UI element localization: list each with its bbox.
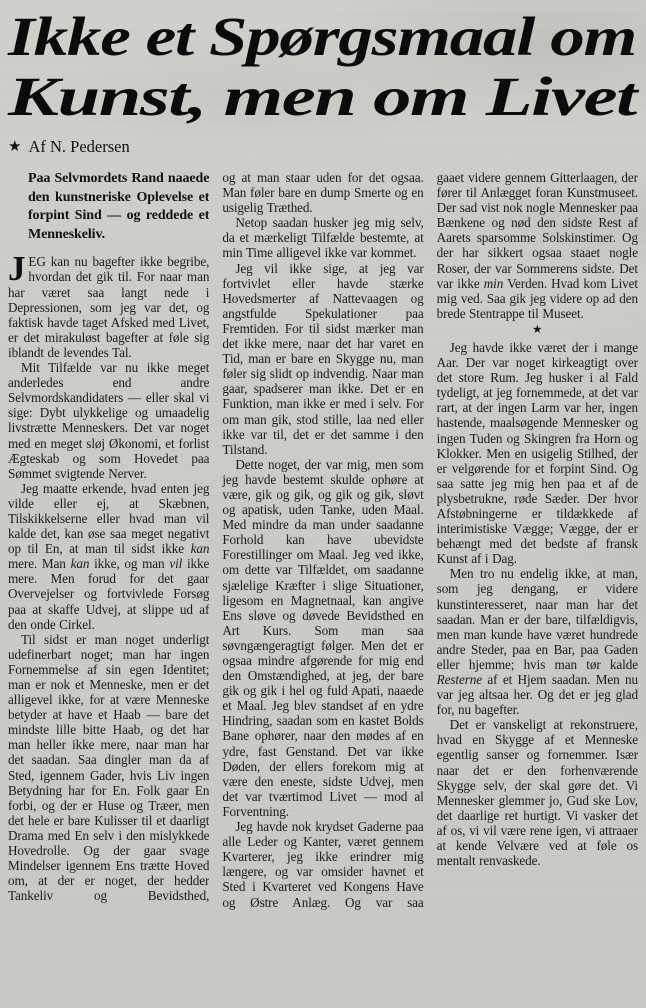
headline-row-2 — [8, 68, 638, 128]
body-paragraph: Netop saadan husker jeg mig selv, da et mærkeligt Tilfælde bestemte, at min Time alligevel ikke var kommet. — [222, 215, 424, 261]
body-paragraph: Jeg havde nok krydset Gaderne paa alle Leder og Kanter, været gennem Kvarterer, jeg ikke erindrer mig længere, og var omsider havnet et Sted i Kvarteret ved Kongens Have og Østre Anlæg. Og var saa — [222, 819, 424, 910]
body-paragraph: Mit Tilfælde var nu ikke meget anderledes end andre Selvmordskandidaters — eller skal vi sige: Dybt ulykkelige og umaadelig livstrætte Menneskers. Det var noget med en meget sløj Økonomi, et forlist Ægteskab og som Hovedet paa Sømmet svigtende Nerver. — [8, 360, 210, 481]
byline-author: Af N. Pedersen — [28, 137, 130, 156]
column-1 — [8, 170, 209, 1008]
body-paragraph: Det er vanskeligt at rekonstruere, hvad en Skygge af et Menneske egentlig sanser og fornemmer. Især naar det er den forhenværende Skygge selv, der skal gøre det. Vi Mennesker glemmer jo, Gud ske Lov, det daarlige ret hurtigt. Vi vasker det af os, vi vil være rene igen, vi attraaer at kende Velvære ved at føle os mentalt renvaskede. — [436, 717, 638, 869]
body-paragraph: JEG kan nu bagefter ikke begribe, hvordan det gik til. For naar man har været saa langt nede i Depressionen, som jeg var det, og faktisk havde taget Afsked med Livet, er det mirakuløst bagefter at føle sig iblandt de levendes Tal. — [8, 249, 210, 360]
body-paragraph: Jeg havde ikke været der i mange Aar. Der var noget kirkeagtigt over det store Rum. Jeg husker i al Fald tydeligt, at jeg fornemmede, at det var rart, at der ingen Larm var her, ingen hastende, maalsøgende Mennesker og ingen Tuden og Skingren fra Horn og Klokker. Men en usigelig Stilhed, der er velgørende for et forpint Sind. Og saa satte jeg mig hen paa et af de plysbetrukne, røde Sæder. Der hvor Afstøbningerne er tildækkede af interimistiske Vægge; Vægge, der er behængt med det bedste af fransk Kunst af i Dag. — [436, 339, 638, 567]
body-paragraph: og at man staar uden for det ogsaa. Man føler bare en dump Smerte og en usigelig Træthed. — [222, 170, 424, 216]
article-headline — [8, 8, 638, 128]
section-star-separator: ★ — [532, 323, 543, 336]
byline — [8, 137, 638, 157]
intro-paragraph: Paa Selvmordets Rand naaede den kunstneriske Oplevelse et forpint Sind — og reddede et Menneskeliv. — [28, 171, 210, 242]
body-paragraph: Jeg maatte erkende, hvad enten jeg vilde eller ej, at Skæbnen, Tilskikkelserne eller hvad man vil kalde det, kan øse saa meget negativt op til En, at man til sidst ikke kan mere. Man kan ikke, og man vil ikke mere. Men forud for det gaar Overvejelser og fortvivlede Forsøg paa at skaffe Udvej, at slippe ud af den onde Cirkel. — [8, 480, 210, 632]
body-paragraph: Jeg vil ikke sige, at jeg var fortvivlet eller havde stærke Hovedsmerter af Nattevaagen og angstfulde Spekulationer paa Fremtiden. For til sidst mærker man det ikke mere, naar det har varet en Tid, man er bare en Skygge nu, man føler sig slidt op indvendig. Naar man gaar, spadserer man ikke. Det er en Funktion, man ikke er med i selv. For om man gik, stod stille, laa ned eller ikke var til, det er det samme i den Tilstand. — [222, 260, 424, 457]
drop-cap: J — [8, 249, 26, 289]
body-paragraph: gaaet videre gennem Gitterlaagen, der fører til Anlægget foran Kunstmuseet. Der sad vist nok nogle Mennesker paa Bænkene og nød den sidste Rest af Aarets sparsomme Solskinstimer. Og der har sikkert ogsaa staaet nogle Roser, der var Sommerens sidste. Det var ikke min Verden. Hvad kom Livet mig ved. Saa gik jeg videre op ad den brede Stentrappe til Museet. — [436, 170, 638, 321]
article-body — [8, 170, 638, 1008]
body-paragraph: Til sidst er man noget underligt udefinerbart noget; man har ingen Fornemmelse af sin egen Identitet; man er nok et Menneske, men er det alligevel ikke, for at være Menneske betyder at have et Haab — bare det mindste lille bitte Haab, og det har man heller ikke mere, naar man har det saadan. Saa dingler man da af Sted, igennem Gader, hvis Liv ingen Betydning har for En. Folk gaar En forbi, og der er Huse og Træer, men det hele er bare Kulisser til et daarligt Drama med En selv i den mislykkede Hovedrolle. Og der gaar svage Mindelser igennem Ens trætte Hoved om, at der er noget, der hedder Tankeliv og Bevidsthed, — [8, 631, 210, 904]
byline-star-icon: ★ — [8, 138, 22, 155]
column-2 — [222, 170, 423, 1008]
column-3 — [437, 170, 638, 1008]
body-paragraph: Men tro nu endelig ikke, at man, som jeg dengang, er videre kunstinteresseret, naar man har det saadan. Man er der bare, tilfældigvis, men man kunde have været hundrede andre Steder, paa en Bar, paa Gaden eller hjemme; hvis man tør kalde Resterne af et Hjem saadan. Men nu var jeg altsaa her. Og det er jeg glad for, nu bagefter. — [436, 566, 638, 718]
headline-line-2: Kunst, men om Livet — [8, 66, 636, 127]
headline-line-1: Ikke et Spørgsmaal om — [8, 6, 636, 67]
body-paragraph: Dette noget, der var mig, men som jeg havde bestemt skulde ophøre at være, gik og gik, og gik og gik, sløvt og apatisk, uden Tanke, uden Maal. Med mindre da man under saadanne Forhold kan have ubevidste Forestillinger om Maal. Jeg ved ikke, om dette var Tilfældet, om saadanne sjælelige Kræfter i slige Situationer, ligesom en Magnetnaal, kan angive Ens sløve og døvede Bevidsthed en Art Kurs. Som man saa søvngængeragtigt følger. Men det er ogsaa mindre afgørende for mig end den Omstændighed, at jeg, der bare gik og gik i hel og fuld Apati, naaede et Maal. Jeg blev standset af en ydre Hindring, saadan som en kastet Bolds Bane ophører, naar den mødes af en ydre, fast Genstand. Det var ikke Døden, der ellers forekom mig at være den eneste, sidste Udvej, men det var tværtimod Livet — mod al Forventning. — [222, 456, 424, 819]
headline-row-1 — [8, 8, 638, 68]
